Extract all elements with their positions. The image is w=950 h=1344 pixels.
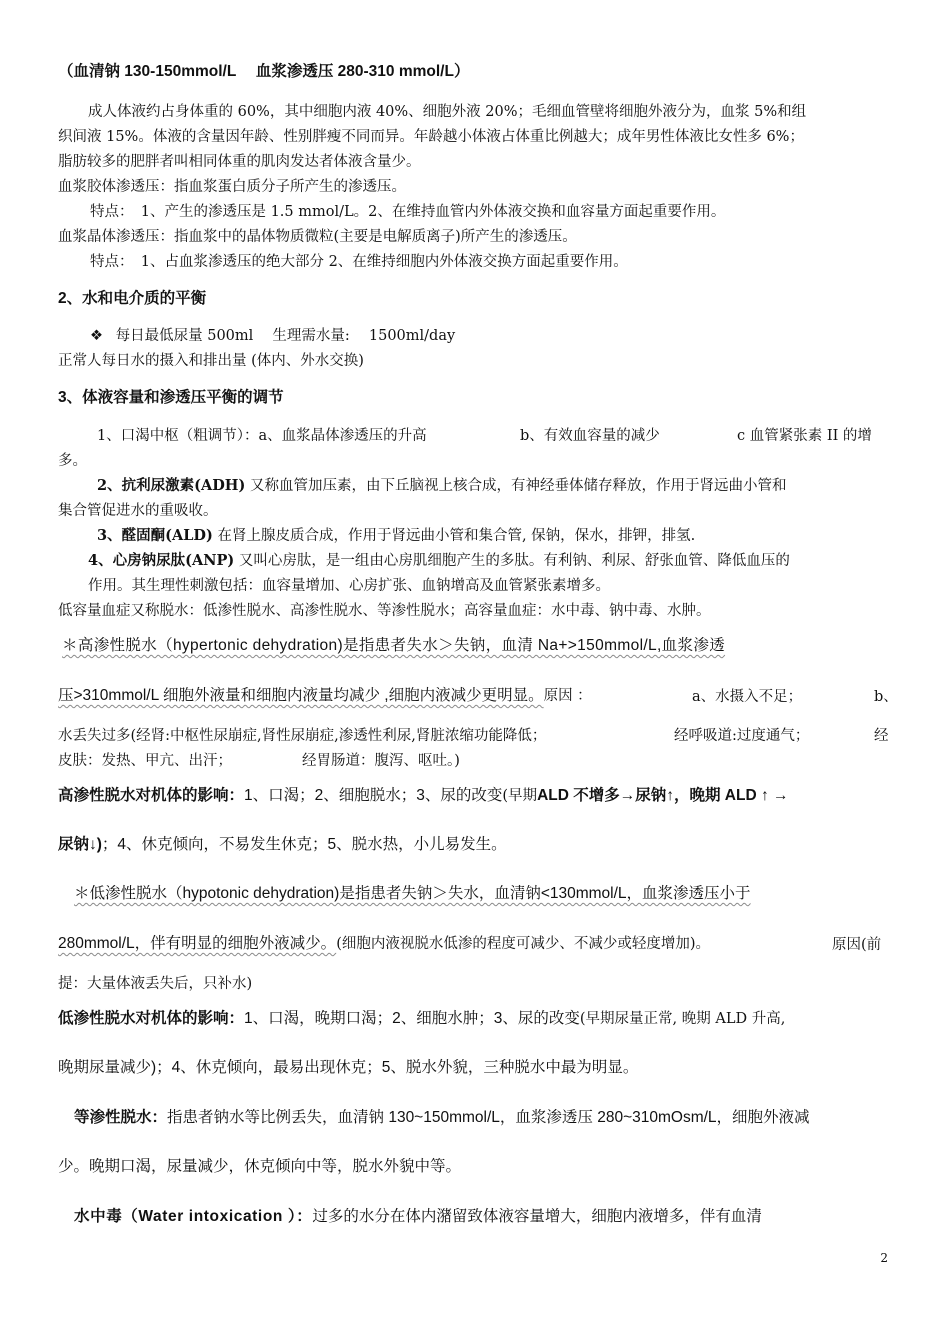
regulation-line — [88, 552, 790, 570]
effects-text: ；4、休克倾向，不易发生休克；5、脱水热，小儿易发生。 — [101, 836, 507, 853]
number: 2 — [97, 477, 108, 494]
hypertonic-definition — [62, 636, 725, 655]
bullet-item — [90, 327, 455, 345]
regulation-text: 多。 — [58, 453, 87, 469]
water-intoxication-definition — [74, 1207, 762, 1226]
hypotonic-text: 280mmol/L，伴有明显的细胞外液减少。 — [58, 935, 337, 952]
regulation-text: 1、口渴中枢（粗调节）：a、血浆晶体渗透压的升高 — [97, 428, 427, 444]
water-intoxication-text: 过多的水分在体内潴留致体液容量增大，细胞内液增多，伴有血清 — [312, 1208, 762, 1225]
cause-text: 经 — [874, 728, 889, 744]
isotonic-text: 指患者钠水等比例丢失，血清钠 130~150mmol/L，血浆渗透压 280~310mOsm/L，细胞外液减 — [167, 1109, 810, 1126]
hypotonic-effects — [58, 1009, 785, 1028]
effects-text: ALD 不增多→尿钠↑，晚期 ALD ↑ → — [537, 787, 789, 804]
regulation-text: c 血管紧张素 II 的增 — [737, 428, 872, 444]
term: 、抗利尿激素(ADH) — [107, 477, 246, 494]
paragraph-line: 成人体液约占身体重的 60%，其中细胞内液 40%、细胞外液 20%；毛细血管壁将细胞外液分为，血浆 5%和组 — [88, 104, 807, 120]
hypertonic-text: 压>310mmol/L 细胞外液量和细胞内液量均减少 ,细胞内液减少更明显。 — [58, 687, 544, 704]
diamond-bullet-icon: ❖ — [90, 328, 103, 344]
regulation-text: 又叫心房肽，是一组由心房肌细胞产生的多肽。有利钠、利尿、舒张血管、降低血压的 — [234, 553, 790, 569]
effects-text: (早期尿量正常, 晚期 ALD 升高, — [579, 1011, 786, 1027]
cause-text: 经呼吸道:过度通气； — [674, 728, 810, 744]
effects-heading: 高渗性脱水对机体的影响： — [58, 787, 245, 804]
paragraph-line: 血浆晶体渗透压：指血浆中的晶体物质微粒(主要是电解质离子)所产生的渗透压。 — [58, 229, 577, 245]
section-heading: 2、水和电介质的平衡 — [58, 290, 207, 307]
cause-text: 皮肤：发热、甲亢、出汗； — [58, 753, 232, 769]
section-heading: 3、体液容量和渗透压平衡的调节 — [58, 389, 284, 406]
effects-text: 1、口渴；2、细胞脱水；3、尿的改变 — [244, 787, 503, 804]
regulation-line — [97, 477, 786, 495]
number: 3 — [97, 527, 108, 544]
header-line: （血清钠 130-150mmol/L 血浆渗透压 280-310 mmol/L） — [58, 63, 470, 80]
regulation-text: 集合管促进水的重吸收。 — [58, 503, 218, 519]
paragraph-line: 低容量血症又称脱水：低渗性脱水、高渗性脱水、等渗性脱水；高容量血症：水中毒、钠中毒、水肿。 — [58, 603, 711, 619]
cause-text: 水丢失过多(经肾:中枢性尿崩症,肾性尿崩症,渗透性利尿,肾脏浓缩功能降低； — [58, 728, 547, 744]
effects-text: 1、口渴，晚期口渴；2、细胞水肿；3、尿的改变 — [244, 1010, 580, 1027]
paragraph-line: 脂肪较多的肥胖者叫相同体重的肌肉发达者体液含量少。 — [58, 154, 421, 170]
cause-text: b、 — [874, 689, 898, 705]
paragraph-line: 特点： 1、占血浆渗透压的绝大部分 2、在维持细胞内外体液交换方面起重要作用。 — [90, 254, 628, 270]
cause-text: a、水摄入不足； — [692, 689, 803, 705]
paragraph-line: 织间液 15%。体液的含量因年龄、性别胖瘦不同而异。年龄越小体液占体重比例越大；成年男性体液比女性多 6%； — [58, 129, 804, 145]
paragraph-line: 血浆胶体渗透压：指血浆蛋白质分子所产生的渗透压。 — [58, 179, 406, 195]
hypotonic-text: ＊低渗性脱水（hypotonic dehydration)是指患者失钠＞失水，血清钠<130mmol/L，血浆渗透压小于 — [74, 885, 751, 902]
regulation-text: b、有效血容量的减少 — [520, 428, 660, 444]
hypertonic-text: ＊高渗性脱水（hypertonic dehydration)是指患者失水＞失钠，血清 Na+>150mmol/L,血浆渗透 — [62, 637, 726, 654]
bullet-text: 每日最低尿量 500ml 生理需水量: 1500ml/day — [115, 328, 456, 344]
regulation-text: 在肾上腺皮质合成，作用于肾远曲小管和集合管, 保钠，保水，排钾，排氢. — [212, 528, 696, 544]
hypotonic-note: (细胞内液视脱水低渗的程度可减少、不减少或轻度增加)。 — [336, 936, 710, 952]
effects-text: 尿钠↓) — [58, 836, 102, 853]
cause-text: 经胃肠道：腹泻、呕吐。) — [302, 753, 460, 769]
water-intoxication-heading: 水中毒（Water intoxication ）： — [74, 1208, 313, 1225]
hypertonic-effects-cont — [58, 835, 507, 854]
cause-label: 原因 ： — [543, 688, 592, 704]
cause-label: 原因(前 — [832, 937, 882, 953]
page-number: 2 — [880, 1251, 888, 1265]
hypertonic-definition-cont — [58, 686, 592, 705]
effects-text: (早期 — [502, 788, 538, 804]
isotonic-definition — [74, 1108, 810, 1127]
number: 4 — [88, 552, 99, 569]
paragraph-line: 特点： 1、产生的渗透压是 1.5 mmol/L。2、在维持血管内外体液交换和血容量方面起重要作用。 — [90, 204, 726, 220]
regulation-text: 又称血管加压素，由下丘脑视上核合成，有神经垂体储存释放，作用于肾远曲小管和 — [245, 478, 787, 494]
term: 、心房钠尿肽(ANP) — [98, 552, 235, 569]
hypotonic-definition-cont — [58, 934, 710, 953]
term: 、醛固酮(ALD) — [107, 527, 213, 544]
cause-text: 提：大量体液丢失后，只补水) — [58, 976, 253, 992]
effects-text: 晚期尿量减少)；4、休克倾向，最易出现休克；5、脱水外貌，三种脱水中最为明显。 — [58, 1059, 639, 1076]
regulation-text: 作用。其生理性刺激包括：血容量增加、心房扩张、血钠增高及血管紧张素增多。 — [88, 578, 610, 594]
effects-heading: 低渗性脱水对机体的影响： — [58, 1010, 245, 1027]
isotonic-text: 少。晚期口渴，尿量减少，休克倾向中等，脱水外貌中等。 — [58, 1158, 462, 1175]
isotonic-heading: 等渗性脱水： — [74, 1109, 168, 1126]
regulation-line — [97, 427, 427, 445]
hypotonic-definition — [74, 884, 751, 903]
regulation-line — [97, 527, 695, 545]
paragraph-line: 正常人每日水的摄入和排出量 (体内、外水交换) — [58, 353, 364, 369]
hypertonic-effects — [58, 786, 789, 805]
